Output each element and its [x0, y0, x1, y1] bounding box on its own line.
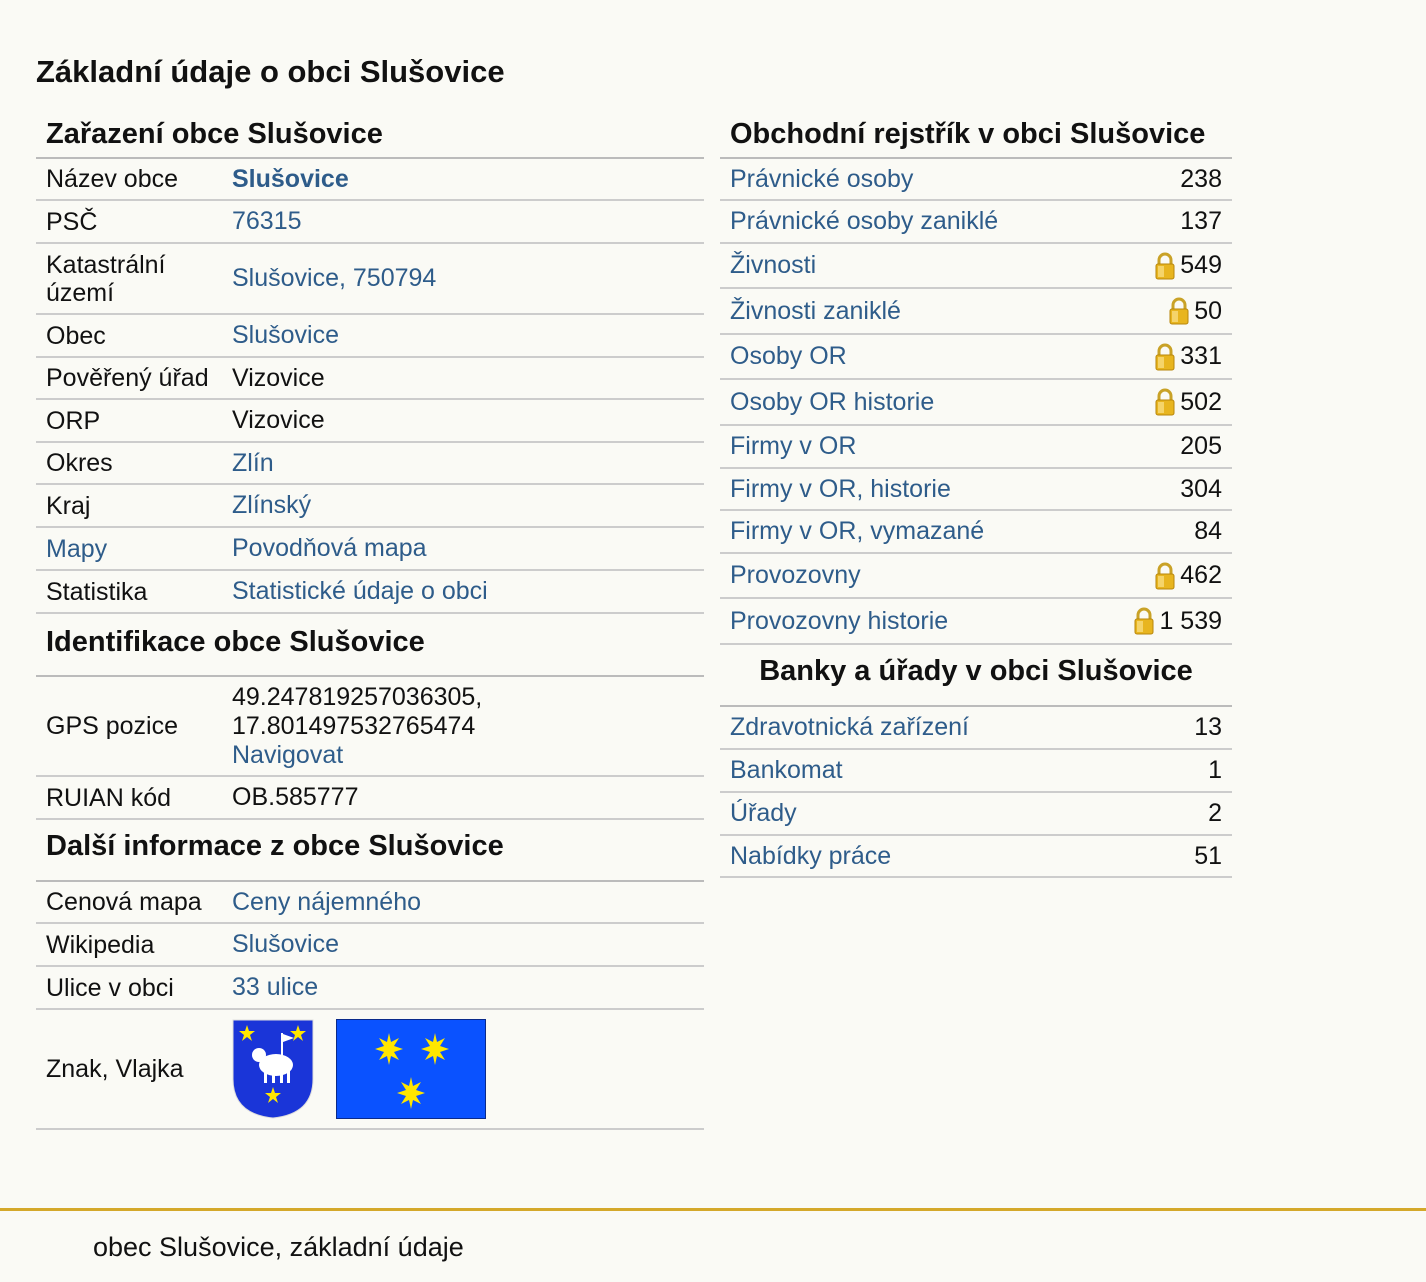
list-item-count	[1133, 607, 1222, 636]
statistika-label: Statistika	[46, 577, 148, 606]
list-item-link[interactable]: Právnické osoby zaniklé	[730, 207, 999, 235]
count-value: 84	[1194, 517, 1222, 545]
kraj-link[interactable]: Zlínský	[232, 491, 312, 519]
banky-list	[720, 707, 1232, 878]
okres-label: Okres	[46, 449, 113, 477]
znak-label: Znak, Vlajka	[46, 1055, 184, 1083]
orp-label: ORP	[46, 406, 101, 435]
lock-icon	[1154, 343, 1176, 371]
row-katastr	[36, 244, 704, 315]
list-item-count	[1208, 756, 1222, 785]
orp-value: Vizovice	[232, 406, 325, 434]
dalsi-heading: Další informace z obce Slušovice	[36, 820, 704, 882]
list-item	[720, 511, 1232, 554]
list-item	[720, 836, 1232, 878]
povodnova-mapa-link[interactable]: Povodňová mapa	[232, 534, 427, 562]
list-item-link[interactable]: Bankomat	[730, 756, 843, 784]
list-item-link[interactable]: Firmy v OR, historie	[730, 474, 951, 503]
lock-icon	[1154, 562, 1176, 590]
list-item-link[interactable]: Zdravotnická zařízení	[730, 713, 969, 741]
mapy-link[interactable]: Mapy	[46, 534, 108, 563]
count-value: 502	[1180, 387, 1222, 416]
list-item	[720, 244, 1232, 289]
list-item-link[interactable]: Nabídky práce	[730, 841, 892, 870]
obec-link[interactable]: Slušovice	[232, 321, 339, 349]
row-povereny	[36, 358, 704, 400]
list-item-count	[1154, 342, 1222, 371]
list-item	[720, 380, 1232, 426]
count-value: 205	[1180, 432, 1222, 460]
list-item-link[interactable]: Provozovny	[730, 561, 861, 589]
psc-label: PSČ	[46, 207, 98, 236]
row-znak	[36, 1010, 704, 1130]
flag-icon[interactable]	[336, 1019, 486, 1119]
nazev-link[interactable]: Slušovice	[232, 164, 349, 193]
count-value: 50	[1194, 296, 1222, 325]
list-item-link[interactable]: Firmy v OR	[730, 432, 857, 460]
list-item	[720, 554, 1232, 599]
zarazeni-heading: Zařazení obce Slušovice	[36, 110, 704, 159]
list-item	[720, 159, 1232, 201]
row-obec	[36, 315, 704, 358]
obchodni-list	[720, 159, 1232, 645]
right-column	[720, 110, 1232, 878]
list-item-count	[1154, 561, 1222, 590]
list-item-count	[1194, 517, 1222, 546]
banky-heading: Banky a úřady v obci Slušovice	[720, 645, 1232, 707]
ulice-link[interactable]: 33 ulice	[232, 973, 319, 1001]
obchodni-heading: Obchodní rejstřík v obci Slušovice	[720, 110, 1232, 159]
list-item-count	[1194, 842, 1222, 871]
row-mapy	[36, 528, 704, 571]
count-value: 238	[1180, 164, 1222, 193]
count-value: 462	[1180, 561, 1222, 589]
list-item	[720, 289, 1232, 335]
psc-link[interactable]: 76315	[232, 207, 302, 235]
list-item-link[interactable]: Živnosti	[730, 251, 817, 279]
list-item-count	[1194, 713, 1222, 742]
row-orp	[36, 400, 704, 443]
list-item	[720, 201, 1232, 244]
left-column	[36, 110, 704, 1130]
row-okres	[36, 443, 704, 485]
list-item	[720, 335, 1232, 380]
footer-divider	[0, 1208, 1426, 1211]
row-kraj	[36, 485, 704, 528]
list-item-link[interactable]: Provozovny historie	[730, 606, 949, 635]
row-ulice	[36, 967, 704, 1010]
count-value: 13	[1194, 713, 1222, 741]
count-value: 1	[1208, 756, 1222, 784]
ulice-label: Ulice v obci	[46, 973, 174, 1002]
list-item-count	[1208, 799, 1222, 828]
list-item-count	[1154, 251, 1222, 280]
list-item-link[interactable]: Právnické osoby	[730, 164, 914, 193]
list-item-link[interactable]: Úřady	[730, 799, 797, 827]
kraj-label: Kraj	[46, 491, 91, 520]
row-nazev	[36, 159, 704, 201]
lock-icon	[1168, 297, 1190, 325]
statistika-link[interactable]: Statistické údaje o obci	[232, 577, 488, 605]
list-item-count	[1180, 165, 1222, 194]
list-item-link[interactable]: Osoby OR historie	[730, 387, 935, 416]
footer-text: obec Slušovice, základní údaje	[93, 1232, 464, 1262]
list-item	[720, 469, 1232, 511]
row-cenova	[36, 882, 704, 924]
list-item	[720, 707, 1232, 750]
lock-icon	[1133, 607, 1155, 635]
nazev-label: Název obce	[46, 165, 179, 193]
list-item-link[interactable]: Živnosti zaniklé	[730, 296, 901, 325]
list-item-count	[1168, 297, 1222, 326]
okres-link[interactable]: Zlín	[232, 448, 274, 477]
list-item	[720, 426, 1232, 469]
list-item-link[interactable]: Osoby OR	[730, 342, 847, 370]
row-psc	[36, 201, 704, 244]
list-item	[720, 750, 1232, 793]
list-item-link[interactable]: Firmy v OR, vymazané	[730, 517, 985, 545]
wiki-label: Wikipedia	[46, 930, 155, 959]
gps-lat: 49.247819257036305,	[232, 682, 483, 711]
list-item-count	[1154, 388, 1222, 417]
count-value: 549	[1180, 251, 1222, 279]
ruian-value: OB.585777	[232, 783, 359, 811]
list-item	[720, 793, 1232, 836]
povereny-label: Pověřený úřad	[46, 364, 209, 392]
lock-icon	[1154, 388, 1176, 416]
count-value: 304	[1180, 474, 1222, 503]
navigovat-link[interactable]: Navigovat	[232, 740, 344, 769]
ruian-label: RUIAN kód	[46, 783, 172, 812]
identifikace-heading: Identifikace obce Slušovice	[36, 614, 704, 677]
list-item-count	[1180, 432, 1222, 461]
count-value: 331	[1180, 342, 1222, 370]
row-gps	[36, 677, 704, 777]
count-value: 2	[1208, 799, 1222, 827]
coat-of-arms-icon[interactable]	[232, 1019, 314, 1119]
katastr-link[interactable]: Slušovice, 750794	[232, 264, 437, 292]
count-value: 51	[1194, 841, 1222, 870]
katastr-label: Katastrální území	[46, 250, 166, 307]
ceny-najemneho-link[interactable]: Ceny nájemného	[232, 887, 422, 916]
list-item-count	[1180, 207, 1222, 236]
row-statistika	[36, 571, 704, 614]
gps-label: GPS pozice	[46, 712, 179, 740]
lock-icon	[1154, 252, 1176, 280]
povereny-value: Vizovice	[232, 363, 325, 392]
list-item	[720, 599, 1232, 645]
list-item-count	[1180, 475, 1222, 504]
cenova-label: Cenová mapa	[46, 888, 202, 916]
row-wiki	[36, 924, 704, 967]
page-title: Základní údaje o obci Slušovice	[36, 54, 505, 89]
count-value: 137	[1180, 207, 1222, 235]
gps-lon: 17.801497532765474	[232, 711, 476, 740]
wikipedia-link[interactable]: Slušovice	[232, 930, 339, 958]
row-ruian	[36, 777, 704, 820]
obec-label: Obec	[46, 321, 106, 350]
count-value: 1 539	[1159, 606, 1222, 635]
